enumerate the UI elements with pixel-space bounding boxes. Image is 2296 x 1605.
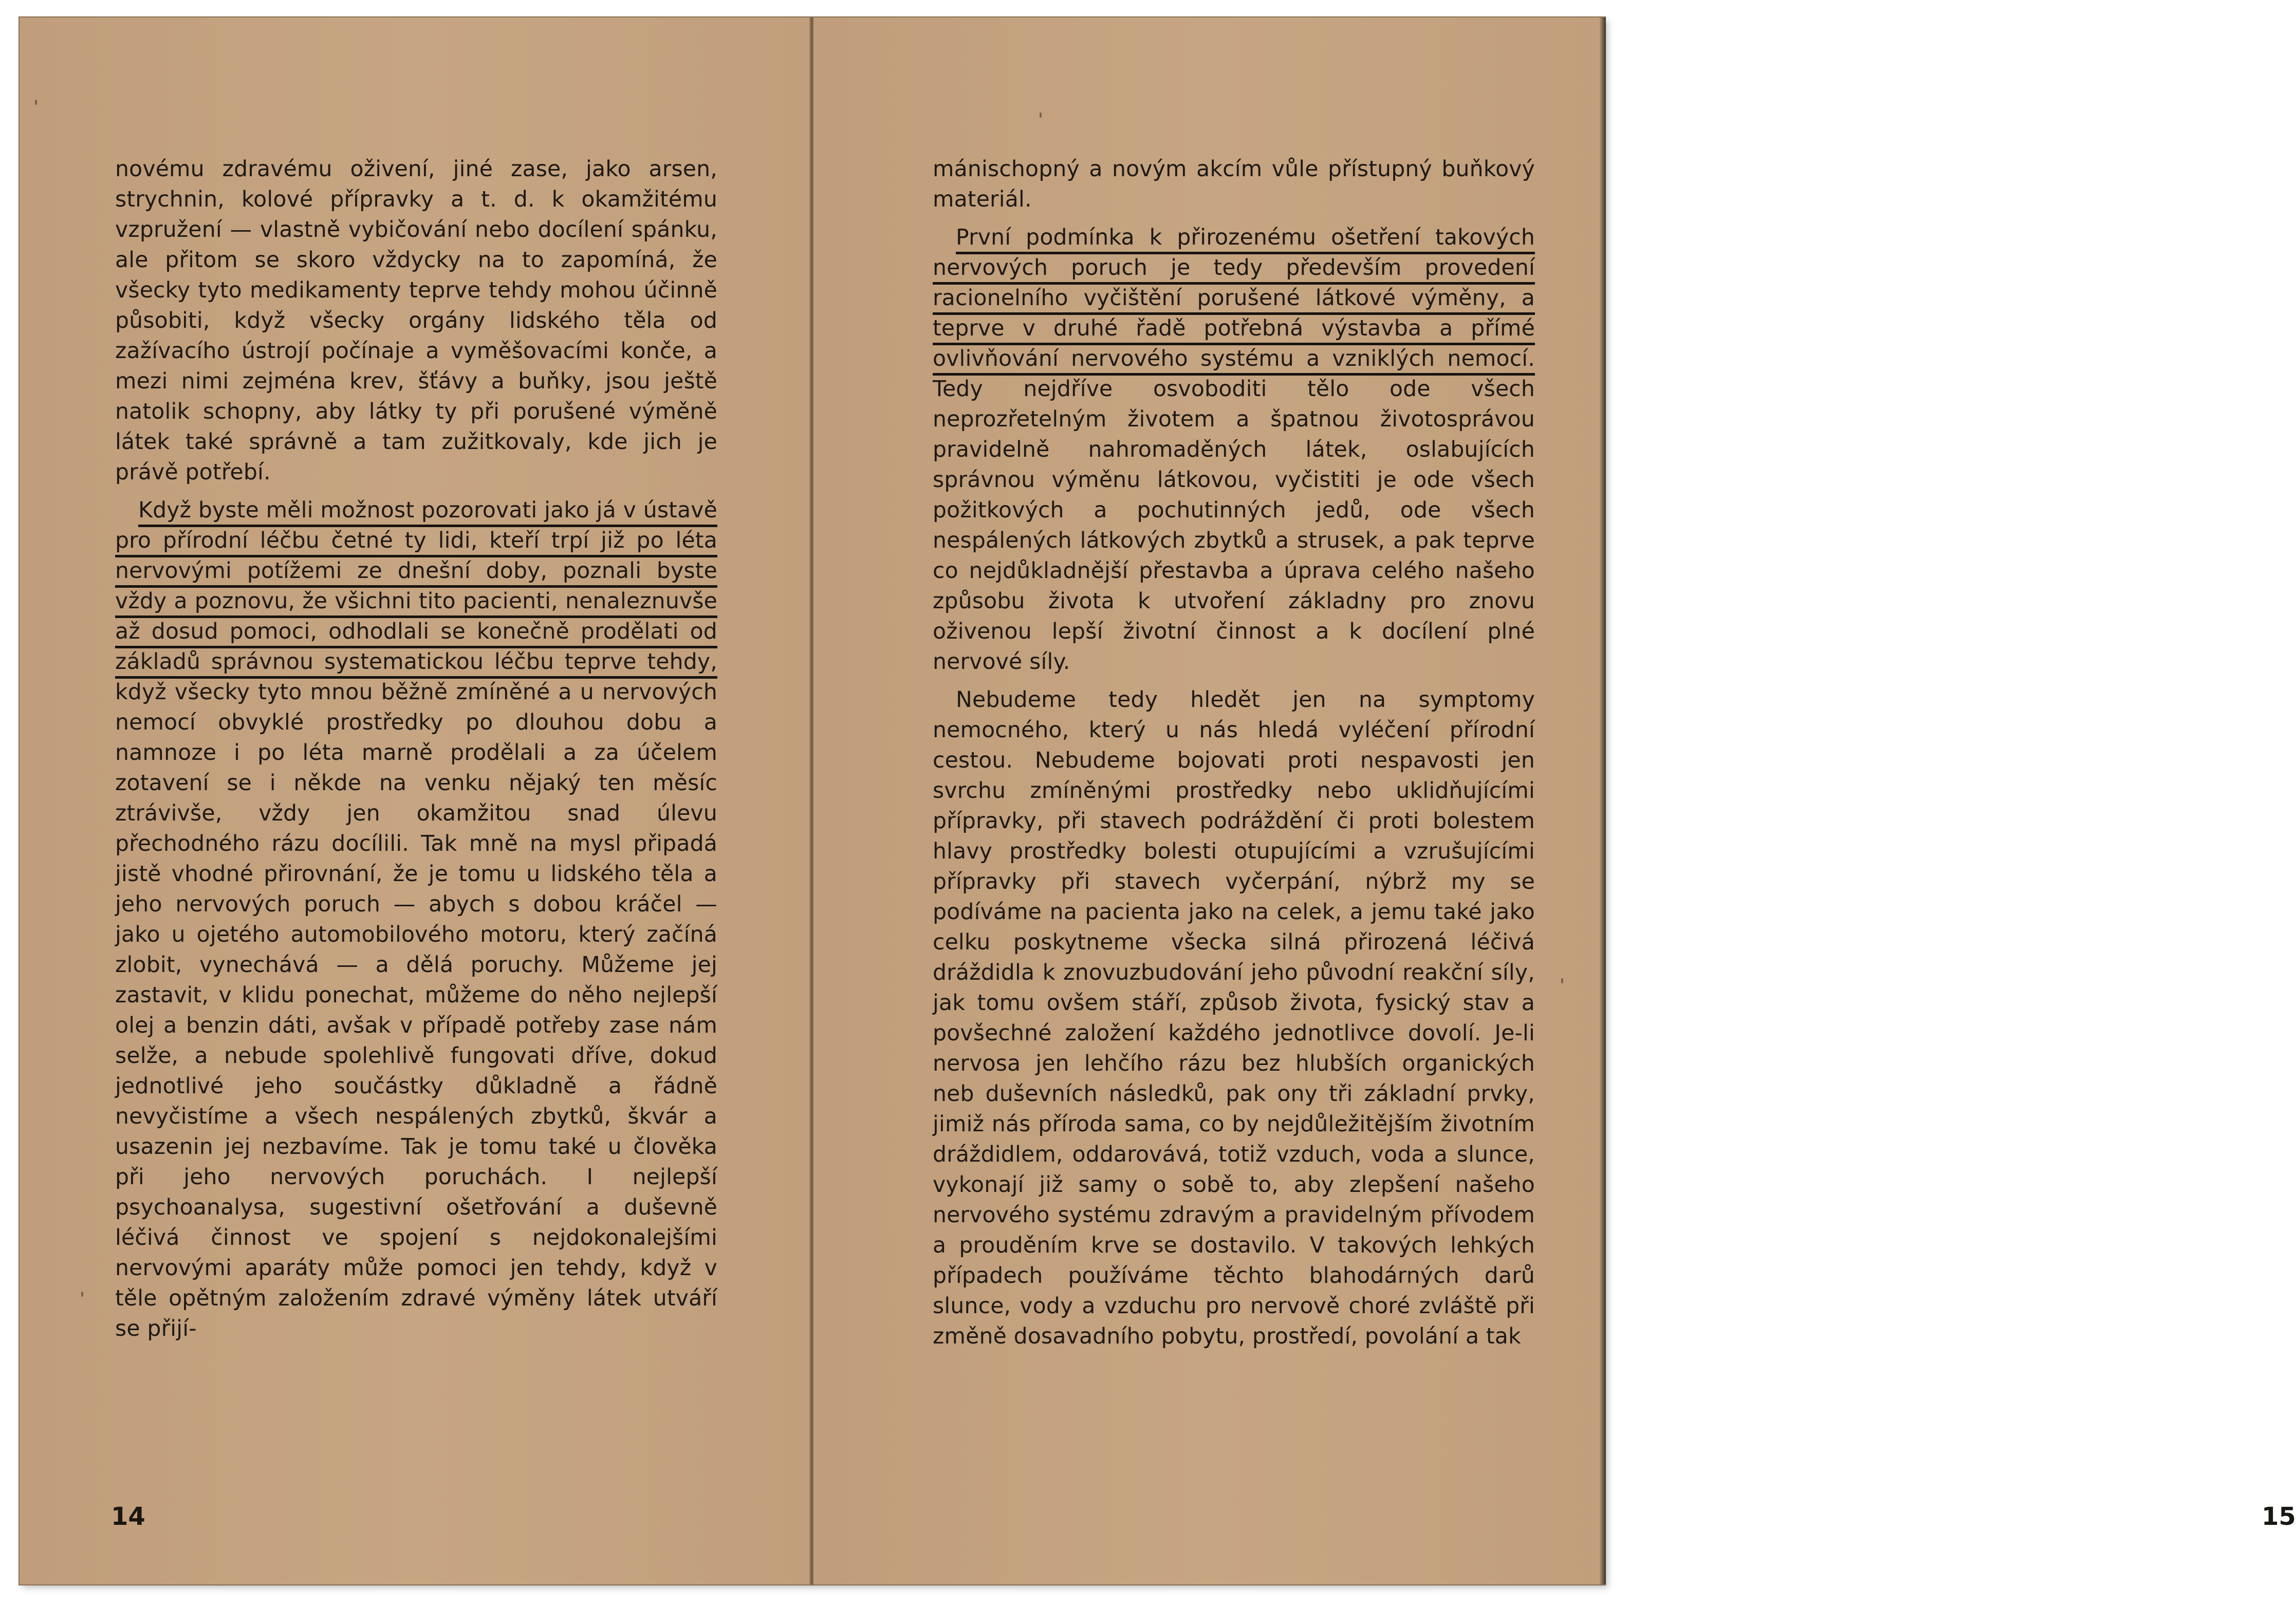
right-paragraph-2 bbox=[933, 222, 1535, 677]
right-page bbox=[813, 17, 2296, 1584]
right-underlined-passage: První podmínka k přirozenému ošetření takových nervových poruch je tedy především provedení racionelního vyčištění porušené látkové výměny, a teprve v druhé řadě potřebná výstavba a přímé ovlivňování nervového systému a vzniklých nemocí. bbox=[933, 225, 1535, 371]
right-paragraph-3: Nebudeme tedy hledět jen na symptomy nemocného, který u nás hledá vyléčení přírodní cestou. Nebudeme bojovati proti nespavosti jen svrchu zmíněnými prostředky nebo uklidňujícími přípravky, při stavech podráždění či proti bolestem hlavy prostředky bolesti otupujícími a vzrušujícími přípravky při stavech vyčerpání, nýbrž my se podíváme na pacienta jako na celek, a jemu také jako celku poskytneme všecka silná přirozená léčivá dráždidla k znovuzbudování jeho původní reakční síly, jak tomu ovšem stáří, způsob života, fysický stav a povšechné založení každého jednotlivce dovolí. Je-li nervosa jen lehčího rázu bez hlubších organických neb duševních následků, pak ony tři základní prvky, jimiž nás příroda sama, co by nejdůležitějším životním dráždidlem, oddarovává, totiž vzduch, voda a slunce, vykonají již samy o sobě to, aby zlepšení našeho nervového systému zdravým a pravidelným přívodem a prouděním krve se dostavilo. V takových lehkých případech používáme těchto blahodárných darů slunce, vody a vzduchu pro nervově choré zvláště při změně dosavadního pobytu, prostředí, povolání a tak bbox=[933, 687, 1535, 1349]
left-paragraph-2-rest: když všecky tyto mnou běžně zmíněné a u nervových nemocí obvyklé prostředky po dlouhou dobu a namnoze i po léta marně prodělali a za účelem zotavení se i někde na venku nějaký ten měsíc ztrávivše, vždy jen okamžitou snad úlevu přechodného rázu docílili. Tak mně na mysl připadá jistě vhodné přirovnání, že je tomu u lidského těla a jeho nervových poruch — abych s dobou kráčel — jako u ojetého automobilového motoru, který začíná zlobit, vynechává — a dělá poruchy. Můžeme jej zastavit, v klidu ponechat, můžeme do něho nejlepší olej a benzin dáti, avšak v případě potřeby zase nám selže, a nebude spolehlivě fungovati dříve, dokud jednotlivé jeho součástky důkladně a řádně nevyčistíme a všech nespálených zbytků, škvár a usazenin jej nezbavíme. Tak je tomu také u člověka při jeho nervových poruchách. I nejlepší psychoanalysa, sugestivní ošetřování a duševně léčivá činnost ve spojení s nejdokonalejšími nervovými aparáty může pomoci jen tehdy, když v těle opětným založením zdravé výměny látek utváří se přijí- bbox=[115, 680, 717, 1341]
page-number-right: 15 bbox=[2262, 1502, 2296, 1531]
page-number-left: 14 bbox=[111, 1502, 145, 1531]
left-underlined-passage: Když byste měli možnost pozorovati jako já v ústavě pro přírodní léčbu četné ty lidi, kteří trpí již po léta nervovými potížemi ze dnešní doby, poznali byste vždy a poznovu, že všichni tito pacienti, nenaleznuvše až dosud pomoci, odhodlali se konečně prodělati od základů správnou systematickou léčbu teprve tehdy, bbox=[115, 498, 717, 675]
right-paragraph-1: mánischopný a novým akcím vůle přístupný buňkový materiál. bbox=[933, 157, 1535, 212]
paper-speck bbox=[35, 100, 37, 105]
paper-speck bbox=[1561, 978, 1563, 983]
page-edge-shadow bbox=[1600, 17, 1606, 1584]
left-page-text bbox=[115, 154, 717, 1344]
paper-speck bbox=[1040, 113, 1042, 118]
booklet-spread bbox=[20, 17, 2296, 1584]
left-paragraph-1: novému zdravému oživení, jiné zase, jako arsen, strychnin, kolové přípravky a t. d. k okamžitému vzpružení — vlastně vybičování nebo docílení spánku, ale přitom se skoro vždycky na to zapomíná, že všecky tyto medikamenty teprve tehdy mohou účinně působiti, když všecky orgány lidského těla od zažívacího ústrojí počínaje a vyměšovacími konče, a mezi nimi zejména krev, šťávy a buňky, jsou ještě natolik schopny, aby látky ty při porušené výměně látek také správně a tam zužitkovaly, kde jich je právě potřebí. bbox=[115, 157, 717, 485]
left-paragraph-2 bbox=[115, 495, 717, 1344]
left-page bbox=[20, 17, 811, 1584]
right-paragraph-2-rest: Tedy nejdříve osvoboditi tělo ode všech neprozřetelným životem a špatnou životosprávou pravidelně nahromaděných látek, oslabujících správnou výměnu látkovou, vyčistiti je ode všech požitkových a pochutinných jedů, ode všech nespálených látkových zbytků a strusek, a pak teprve co nejdůkladnější přestavba a úprava celého našeho způsobu života k utvoření základny pro znovu oživenou lepší životní činnost a k docílení plné nervové síly. bbox=[933, 377, 1535, 675]
paper-speck bbox=[81, 1292, 83, 1297]
right-page-text bbox=[933, 154, 1535, 1352]
